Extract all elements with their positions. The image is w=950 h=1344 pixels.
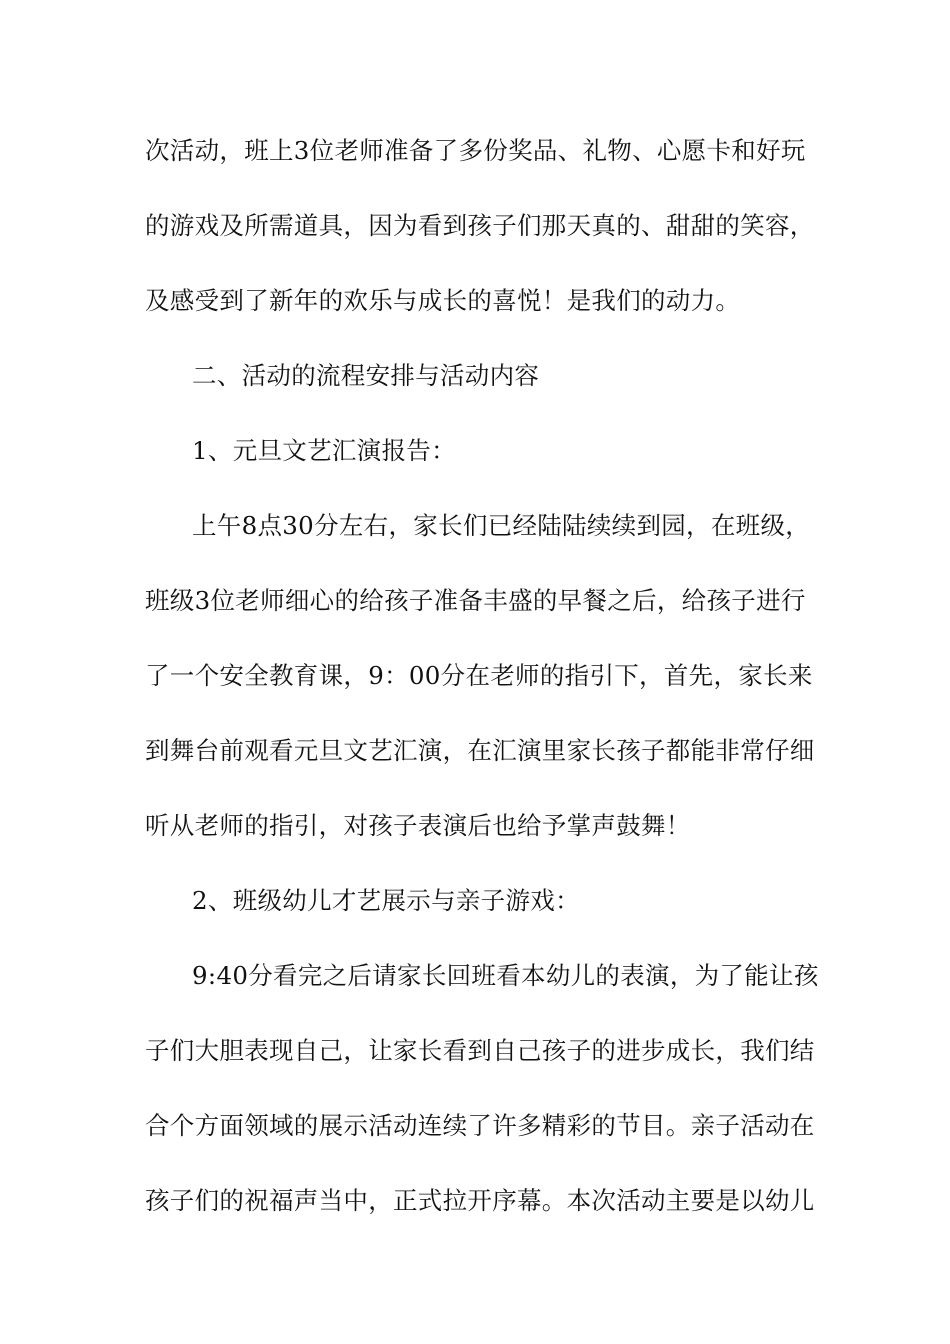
text-line: 合个方面领域的展示活动连续了许多精彩的节目。亲子活动在: [145, 1111, 815, 1140]
text-line: 子们大胆表现自己，让家长看到自己孩子的进步成长，我们结: [145, 1036, 815, 1065]
text-line: 及感受到了新年的欢乐与成长的喜悦！是我们的动力。: [145, 286, 741, 315]
text-line: 上午8点30分左右，家长们已经陆陆续续到园，在班级，: [192, 511, 811, 540]
text-line: 班级3位老师细心的给孩子准备丰盛的早餐之后，给孩子进行: [145, 586, 806, 615]
subsection-heading: 2、班级幼儿才艺展示与亲子游戏：: [192, 886, 580, 915]
section-heading: 二、活动的流程安排与活动内容: [192, 361, 540, 390]
text-line: 9:40分看完之后请家长回班看本幼儿的表演，为了能让孩: [192, 961, 819, 990]
text-line: 了一个安全教育课，9：00分在老师的指引下，首先，家长来: [145, 661, 813, 690]
text-line: 次活动，班上3位老师准备了多份奖品、礼物、心愿卡和好玩: [145, 136, 806, 165]
text-line: 到舞台前观看元旦文艺汇演，在汇演里家长孩子都能非常仔细: [145, 736, 815, 765]
subsection-heading: 1、元旦文艺汇演报告：: [192, 436, 456, 465]
text-line: 孩子们的祝福声当中，正式拉开序幕。本次活动主要是以幼儿: [145, 1186, 815, 1215]
text-line: 听从老师的指引，对孩子表演后也给予掌声鼓舞！: [145, 811, 691, 840]
text-line: 的游戏及所需道具，因为看到孩子们那天真的、甜甜的笑容，: [145, 211, 815, 240]
